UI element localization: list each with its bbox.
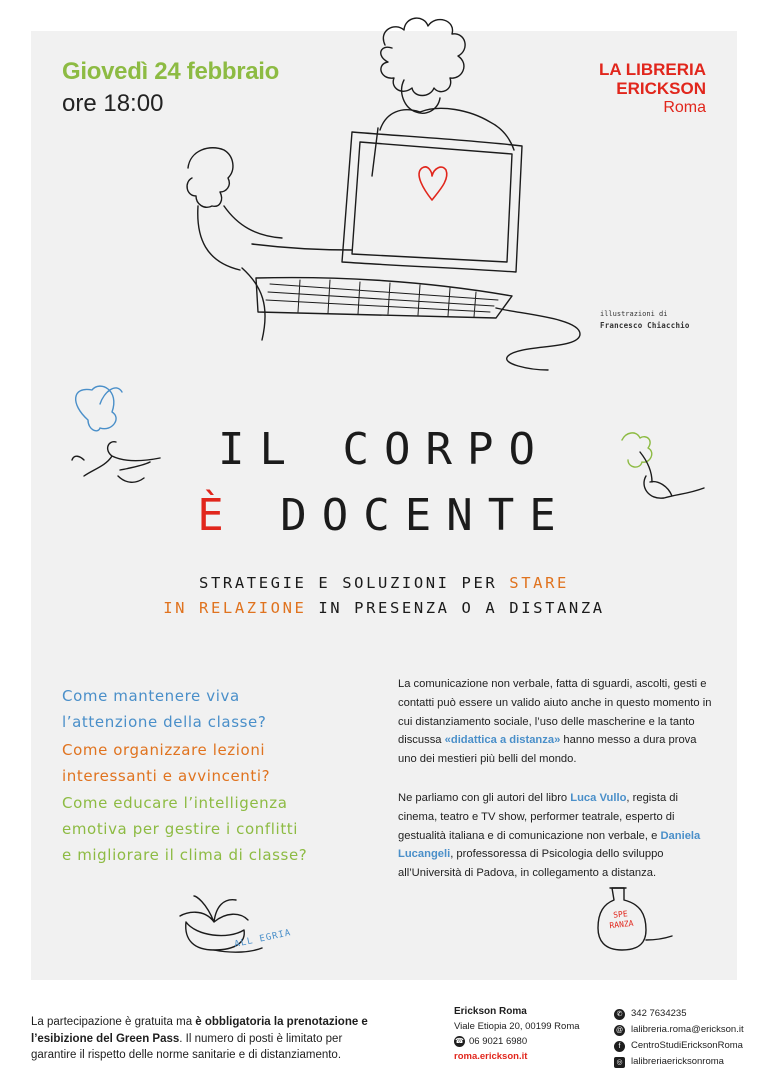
venue-phone-row xyxy=(454,1034,580,1049)
question-3 xyxy=(62,790,307,868)
facebook-handle[interactable]: CentroStudiEricksonRoma xyxy=(631,1040,743,1051)
question-line: interessanti e avvincenti? xyxy=(62,767,271,785)
notice-text: La partecipazione è gratuita ma xyxy=(31,1016,196,1028)
notice-emphasis: è obbligatoria la prenotazione e l’esibizione del Green Pass xyxy=(31,1016,368,1045)
subtitle-line-1 xyxy=(0,574,768,592)
person-body-left xyxy=(372,128,378,176)
question-line: emotiva per gestire i conflitti xyxy=(62,820,299,838)
author-name: Luca Vullo xyxy=(570,792,627,804)
event-date: Giovedì 24 febbraio xyxy=(62,58,280,85)
event-time: ore 18:00 xyxy=(62,90,164,117)
venue-name: Erickson Roma xyxy=(454,1006,527,1017)
laptop-base xyxy=(256,278,512,318)
question-line: e migliorare il clima di classe? xyxy=(62,846,308,864)
subtitle-part: STRATEGIE E SOLUZIONI PER xyxy=(199,574,510,592)
whatsapp-icon: ✆ xyxy=(614,1009,625,1020)
whatsapp-number[interactable]: 342 7634235 xyxy=(631,1008,687,1019)
left-person-body xyxy=(198,206,282,270)
fairy-wing-blue-2 xyxy=(100,388,122,404)
paragraph-text: , professoressa di Psicologia dello sviluppo all’Università di Padova, in collegamento a distanza. xyxy=(398,848,664,880)
credit-label: illustrazioni di xyxy=(600,310,668,318)
highlight-term: «didattica a distanza» xyxy=(444,734,561,747)
bottle-label-line: RANZA xyxy=(609,918,634,931)
paragraph-text: hanno messo a dura prova uno dei mestieri più belli del mondo. xyxy=(398,734,697,766)
description-paragraph-2 xyxy=(398,789,716,883)
instagram-icon: ◎ xyxy=(614,1057,625,1068)
title-line-1: IL CORPO xyxy=(218,424,550,475)
laptop-cable xyxy=(496,308,580,370)
question-line: Come mantenere viva xyxy=(62,687,240,705)
brand-city: Roma xyxy=(663,99,706,116)
plant-leaves xyxy=(180,896,248,922)
doodle-label-allegria: ALL EGRIA xyxy=(233,928,293,950)
heart-icon xyxy=(419,167,447,200)
paragraph-text: La comunicazione non verbale, fatta di sguardi, ascolti, gesti e contatti può essere un valido aiuto anche in questo momento in cui distanziamento sociale, l’uso delle mascherine e la tanto discussa xyxy=(398,678,712,747)
title-rest: DOCENTE xyxy=(238,490,571,541)
bottle-label xyxy=(605,908,637,931)
left-person-arm xyxy=(242,268,265,340)
venue-address: Viale Etiopia 20, 00199 Roma xyxy=(454,1021,580,1032)
footer-notice xyxy=(31,1014,371,1064)
question-line: Come educare l’intelligenza xyxy=(62,794,288,812)
author-name: Daniela Lucangeli xyxy=(398,829,701,861)
email-icon: @ xyxy=(615,1026,624,1034)
illustration-credit xyxy=(600,309,690,331)
venue-phone[interactable]: 06 9021 6980 xyxy=(469,1036,528,1047)
question-2 xyxy=(62,737,270,789)
contact-whatsapp xyxy=(614,1006,744,1022)
subtitle-line-2 xyxy=(0,599,768,617)
credit-name: Francesco Chiacchio xyxy=(600,321,690,330)
question-line: Come organizzare lezioni xyxy=(62,741,266,759)
facebook-icon: f xyxy=(614,1041,625,1052)
contact-email xyxy=(614,1022,744,1038)
bottle-arm xyxy=(646,936,672,940)
title-accent: È xyxy=(197,490,239,541)
left-person-head xyxy=(187,148,233,208)
contact-facebook xyxy=(614,1038,744,1054)
question-1 xyxy=(62,683,266,735)
brand-line-1: LA LIBRERIA xyxy=(598,60,706,79)
laptop-screen-inner xyxy=(352,142,512,262)
description-paragraph-1 xyxy=(398,675,716,769)
notice-text: . Il numero di posti è limitato per garantire il rispetto delle norme sanitarie e di distanziamento. xyxy=(31,1032,343,1061)
paragraph-text: Ne parliamo con gli autori del libro xyxy=(398,792,571,804)
bottle-label-line: SPE xyxy=(612,909,629,920)
footer-contacts xyxy=(614,1006,744,1070)
instagram-handle[interactable]: lalibreriaericksonroma xyxy=(631,1056,724,1067)
footer-venue xyxy=(454,1004,580,1064)
subtitle-part: IN PRESENZA O A DISTANZA xyxy=(306,599,605,617)
contact-instagram xyxy=(614,1054,744,1070)
title-line-2 xyxy=(0,490,768,541)
venue-website[interactable]: roma.erickson.it xyxy=(454,1051,528,1062)
paragraph-text: , regista di cinema, teatro e TV show, performer teatrale, esperto di gestualità italiana e di comunicazione non verbale, e xyxy=(398,792,679,842)
subtitle-highlight: IN RELAZIONE xyxy=(163,599,307,617)
email-address[interactable]: lalibreria.roma@erickson.it xyxy=(631,1024,744,1035)
laptop-keys xyxy=(266,280,498,317)
brand-logo xyxy=(599,60,706,117)
table-line xyxy=(252,244,352,250)
phone-icon: ☎ xyxy=(455,1038,464,1045)
person-hair xyxy=(381,18,465,95)
brand-line-2: ERICKSON xyxy=(616,79,706,98)
question-line: l’attenzione della classe? xyxy=(62,713,267,731)
subtitle-highlight: STARE xyxy=(509,574,569,592)
